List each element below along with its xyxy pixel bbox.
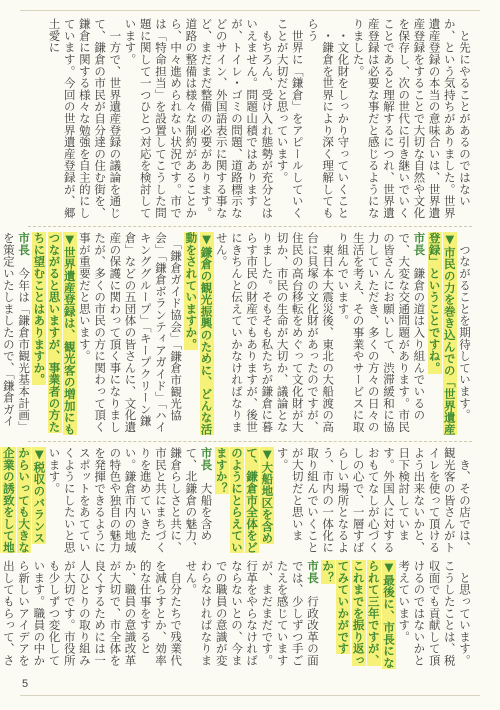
speaker-label: 市長 [305, 560, 320, 584]
bottom-rule [20, 695, 480, 696]
question-text: ▼税収のバランスからいっても大きな企業の誘致をして地 [0, 447, 46, 553]
top-rule [20, 10, 480, 11]
body-paragraph: き、その店では、観光客の皆さんがトイレを使って頂けるよう出来ないかと、日下検討しています。外国人に対するおもてなしが心づくしの心で、一層すばらしい場所となるよう、市内の一体化に取り組んでいくことが大切だと思います。 [275, 447, 472, 554]
text-tier-1 [28, 18, 472, 223]
body-paragraph: 東日本大震災後、東北の大船渡の高台に貝塚の文化財があったのですが、住民の高台移転をめぐって文化財が大切か、市民の生命が大切か、議論となりました。そもそも私たちが鎌倉に暮らす市民の財産でもありますが、後世にきちんと伝えていかなければなりません。 [214, 232, 336, 433]
answer-text: 今年は「鎌倉市観光基本計画」を策定いたしましたので、「鎌倉ガイ [1, 232, 32, 433]
body-paragraph: と思っています。こうしたことは、税収面でも貢献して頂けるのではないかと考えています。 [397, 560, 472, 667]
body-paragraph: 自分たちで残業代を減らすとか、効率的な仕事をするとか、職員の意識改革が大切で、市全体を良くするためには一人ひとりの取り組みが大切です。市役所も少しずつ変化しています。職員の中から新しいアイデアを出してもらって、さ [1, 560, 184, 667]
speaker-label: 市長 [199, 447, 214, 471]
answer-text: 大船を含めて、北鎌倉の魅力、鎌倉らしさと共に、市民と共にまちづくりを進めていきたい。鎌倉市内の地域の特色や独自の魅力を発揮できるようにスポットをあてていくようにしたいと思います。 [47, 447, 214, 554]
question-text: ▼大船地区を含めて、鎌倉市全体をどのようにとらえていますか？ [214, 447, 275, 554]
body-paragraph: と先にやることがあるのではないか、という気持ちがありました。世界遺産登録の本当の意味合いは、世界遺産登録をすることで大切な自然や文化を保存し、次の世代に引き継いでいくことであると理解するにつれ、世界遺産登録は必要な事だと感じるようになりました。 [351, 18, 472, 219]
interview-question [0, 447, 46, 555]
text-tier-3 [1, 447, 472, 555]
question-text: ▼最後に、市長になられて三年ですが、これまでを振り返ってみていかがですか？ [321, 560, 396, 669]
answer-text: 行政改革の面では、少しずつ手ごたえを感じていますが、まだまだです。行革をやらなければならないとの、今までの職員の意識が変わらなければなりません。 [184, 560, 320, 667]
interview-question [183, 232, 213, 437]
interview-question [426, 232, 456, 437]
answer-text: 鎌倉の道は入り組んでいるので、大変な交通問題があります。市民の皆さんにお願いして、渋滞緩和に協力していただき、多くの方々の日々の生活を考え、その事業やサービスに取り組んでいます。 [336, 232, 427, 433]
text-tier-4 [1, 560, 472, 670]
tier-divider [28, 441, 472, 442]
interview-question [320, 560, 396, 670]
mayor-answer [0, 232, 31, 437]
body-paragraph: つながることを期待しています。 [458, 232, 472, 421]
question-text: ▼市民の力を巻き込んでの「世界遺産登録」ということですね。 [427, 232, 457, 436]
mayor-answer [335, 232, 426, 437]
interview-question [214, 447, 275, 555]
question-text: ▼鎌倉の観光振興のために、どんな活動をされていますか。 [184, 232, 214, 436]
speaker-label: 市長 [17, 232, 32, 256]
body-paragraph: ・文化財をしっかり守っていくこと [336, 18, 351, 219]
mayor-answer [46, 447, 213, 555]
page-number: 5 [22, 678, 29, 690]
interview-question [31, 232, 77, 437]
body-paragraph: もちろん、受け入れ態勢が充分とはいえません。問題山積ではありますが、トイレ・ゴミの問題、道路標示などのサイン、外国語表示に関する事など、まだまだ整備の必要があります。道路の整備は様々な制約があることから、中々進められない状況です。市では「特命担当」を設置してこうした問題に関して一つひとつ対応を検討しています。 [123, 18, 275, 219]
speaker-label: 市長 [412, 232, 427, 256]
body-paragraph: 一方で、世界遺産登録の議論を通じて、鎌倉の市民が自分達の住む街を、鎌倉に関する様々な勉強を自主的にしています。今回の世界遺産登録が、郷土愛に [47, 18, 123, 219]
tier-divider [28, 226, 472, 227]
body-paragraph: 世界に「鎌倉」をアピールしていくことが大切だと思っています。 [275, 18, 305, 219]
mayor-answer [183, 560, 320, 670]
text-tier-2 [1, 232, 472, 437]
question-text: ▼世界遺産登録は、観光客の増加にもつながると思いますが、事業者の方たちに望むことはありますか。 [32, 232, 77, 436]
body-paragraph: ・鎌倉を世界により深く理解してもらう [305, 18, 336, 219]
body-paragraph: 「鎌倉ガイド協会」「鎌倉市観光協会」「鎌倉ボランティアガイド」「ハイキンググループ」「キープクリーン鎌倉」などの五団体の皆さんに、文化遺産の保護に関わって頂く事になりましたが、多くの市民の方に関わって頂く事が重要だと思います。 [77, 232, 184, 433]
